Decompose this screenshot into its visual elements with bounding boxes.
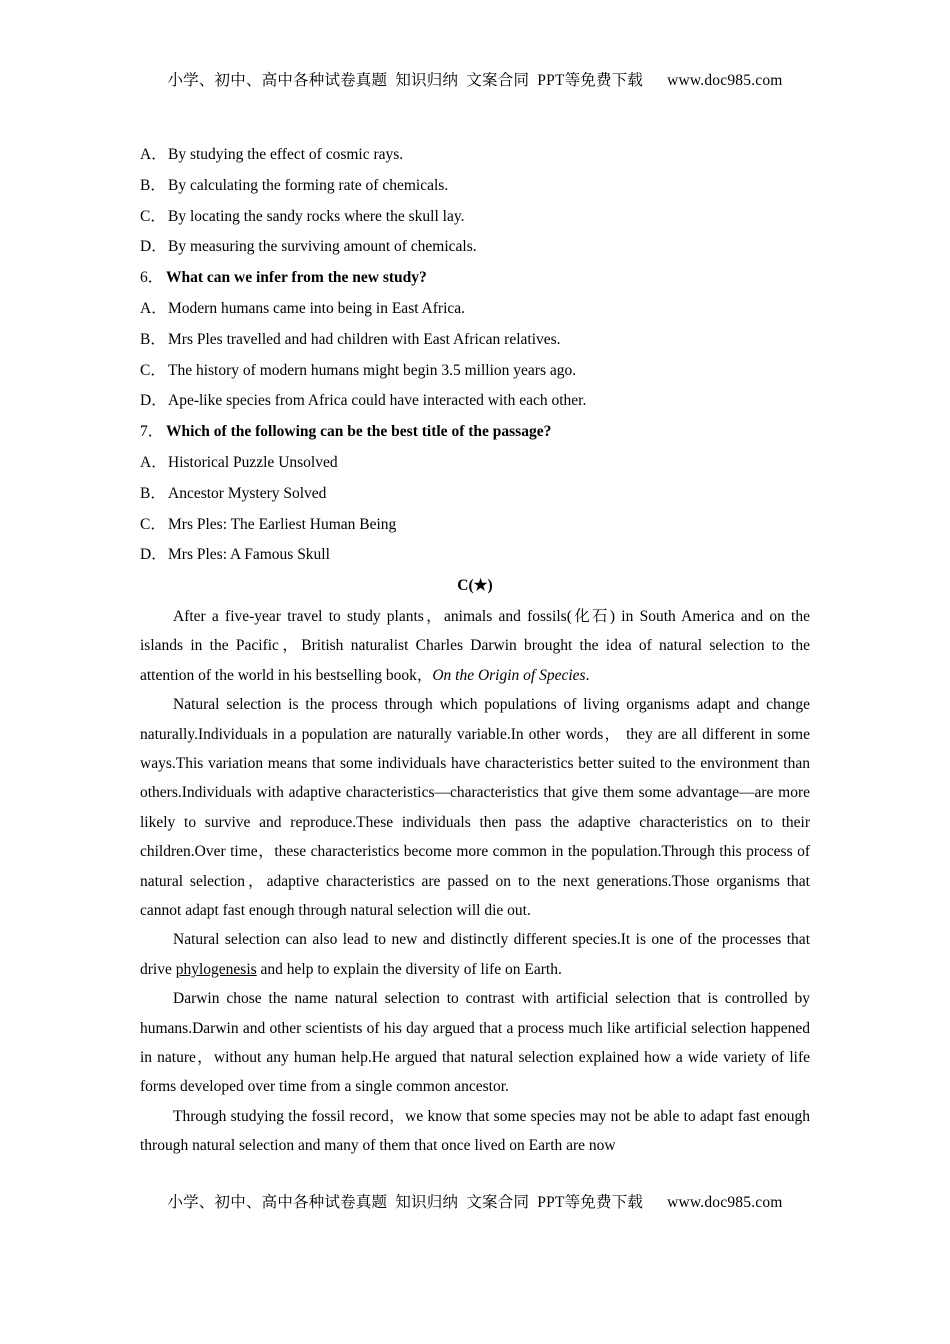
q6-option-b[interactable]: B． Mrs Ples travelled and had children with East African relatives.: [140, 330, 561, 348]
q5-option-d[interactable]: D．By measuring the surviving amount of chemicals.: [140, 238, 477, 256]
page-footer-banner: [0, 1190, 950, 1212]
q7-option-b[interactable]: B． Ancestor Mystery Solved: [140, 484, 327, 502]
q7-option-c[interactable]: C． Mrs Ples: The Earliest Human Being: [140, 515, 397, 533]
q5-option-c[interactable]: C． By locating the sandy rocks where the skull lay.: [140, 207, 465, 225]
q7-options: [140, 448, 810, 571]
footer-banner-url[interactable]: www.doc985.com: [667, 1194, 783, 1211]
q6-options: [140, 294, 810, 417]
q7-option-a[interactable]: A．Historical Puzzle Unsolved: [140, 453, 338, 471]
q5-option-b[interactable]: B． By calculating the forming rate of chemicals.: [140, 176, 449, 194]
header-banner-text: 小学、初中、高中各种试卷真题 知识归纳 文案合同 PPT等免费下载: [167, 72, 644, 89]
q5-option-a[interactable]: A．By studying the effect of cosmic rays.: [140, 146, 404, 163]
q6-option-c[interactable]: C． The history of modern humans might begin 3.5 million years ago.: [140, 361, 577, 379]
footer-banner-text: 小学、初中、高中各种试卷真题 知识归纳 文案合同 PPT等免费下载: [167, 1194, 644, 1211]
question-6: 6． What can we infer from the new study?: [140, 269, 427, 287]
passage-paragraph-2: Natural selection is the process through which populations of living organisms adapt and change naturally.Individuals in a population are naturally variable.In other words， they are all different in some ways.This variation means that some individuals have characteristics better suited to the environment than others.Individuals with adaptive characteristics—characteristics that give them some advantage—are more likely to survive and reproduce.These individuals then pass the adaptive characteristics on to their children.Over time，these characteristics become more common in the population.Through this process of natural selection，adaptive characteristics are passed on to the next generations.Those organisms that cannot adapt fast enough through natural selection will die out.: [140, 696, 810, 920]
q6-option-d[interactable]: D．Ape-like species from Africa could have interacted with each other.: [140, 392, 587, 410]
q7-option-d[interactable]: D．Mrs Ples: A Famous Skull: [140, 546, 330, 564]
passage-paragraph-1: After a five-year travel to study plants，animals and fossils(化石) in South America and on the islands in the Pacific，British naturalist Charles Darwin brought the idea of natural selection to the attention of the world in his bestselling book，On the Origin of Species.: [140, 607, 810, 684]
page-header-banner: [0, 68, 950, 90]
question-7: 7． Which of the following can be the best title of the passage?: [140, 423, 552, 441]
passage-paragraph-4: Darwin chose the name natural selection to contrast with artificial selection that is controlled by humans.Darwin and other scientists of his day argued that a process much like artificial selection happened in nature，without any human help.He argued that natural selection explained how a wide variety of life forms developed over time from a single common ancestor.: [140, 990, 810, 1096]
q6-option-a[interactable]: A．Modern humans came into being in East Africa.: [140, 299, 466, 317]
passage-paragraph-3: Natural selection can also lead to new and distinctly different species.It is one of the processes that drive phylogenesis and help to explain the diversity of life on Earth.: [140, 931, 810, 978]
passage-paragraph-5: Through studying the fossil record，we know that some species may not be able to adapt fast enough through natural selection and many of them that once lived on Earth are now: [140, 1107, 810, 1155]
document-body: [140, 140, 810, 1161]
section-title: C(★): [457, 577, 493, 595]
underlined-term: phylogenesis: [175, 960, 257, 978]
q5-options: [140, 140, 810, 263]
book-title: On the Origin of Species: [432, 666, 586, 684]
header-banner-url[interactable]: www.doc985.com: [667, 72, 783, 89]
